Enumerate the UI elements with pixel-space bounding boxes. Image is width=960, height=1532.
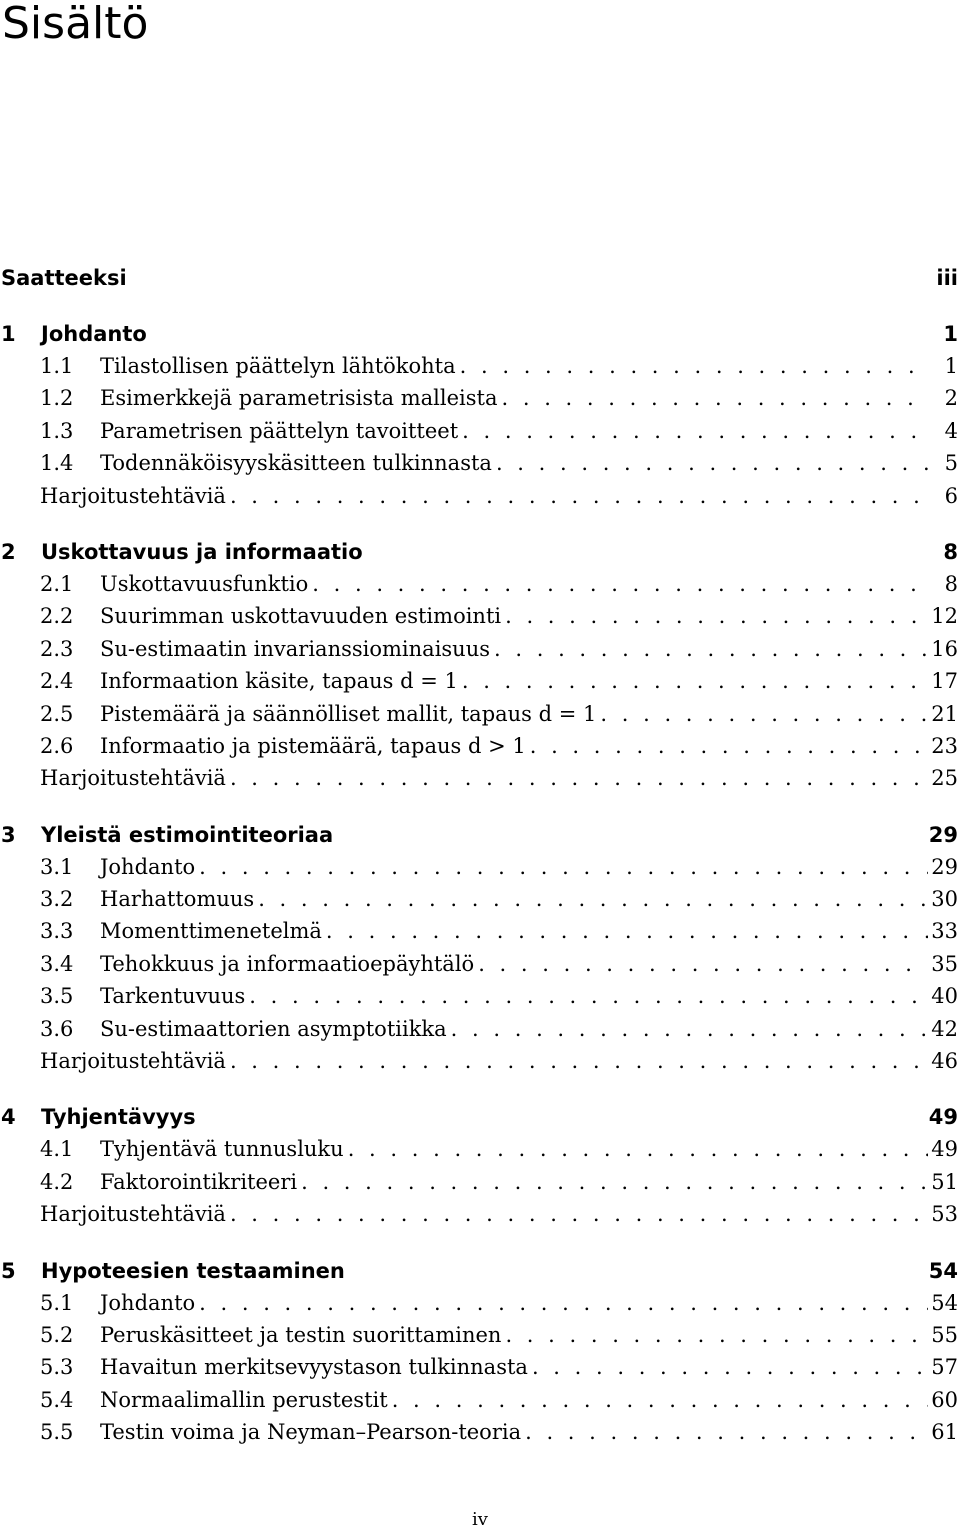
entry-page: 29 [931,854,958,879]
toc-entry[interactable] [0,633,960,665]
entry-number: 3.3 [40,919,74,944]
entry-title: Pistemäärä ja säännölliset mallit, tapaus d = 1 [100,701,597,726]
entry-page: 35 [931,951,958,976]
toc-entry[interactable] [0,1351,960,1383]
entry-page: 17 [931,669,958,694]
entry-number: 4.1 [40,1137,74,1162]
entry-title: Tarkentuvuus [100,984,246,1009]
toc-chapter-4 [0,1101,960,1230]
entry-number: 2.2 [40,604,74,629]
chapter-heading[interactable] [0,1255,960,1287]
entry-title: Harjoitustehtäviä [40,483,226,508]
entry-title: Testin voima ja Neyman–Pearson-teoria [100,1420,522,1445]
entry-number: 5.1 [40,1290,74,1315]
chapter-number: 1 [1,322,16,346]
dot-leader [226,1045,928,1077]
entry-page: 23 [931,733,958,758]
dot-leader [526,730,928,762]
entry-page: 57 [931,1355,958,1380]
entry-number: 1.1 [40,354,74,378]
toc-entry[interactable] [0,1384,960,1416]
chapter-title: Yleistä estimointiteoriaa [41,822,334,847]
toc-entry[interactable] [0,980,960,1012]
chapter-title: Tyhjentävyys [41,1105,196,1130]
toc-entry[interactable] [0,883,960,915]
entry-title: Johdanto [100,854,196,879]
chapter-page: 1 [943,322,958,346]
entry-title: Tehokkuus ja informaatioepäyhtälö [100,951,475,976]
toc-entry[interactable] [0,415,960,447]
chapter-title: Johdanto [41,322,147,346]
chapter-heading[interactable] [0,819,960,851]
toc-entry[interactable] [0,600,960,632]
dot-leader [308,568,928,600]
entry-number: 2.4 [40,669,74,694]
entry-page: 54 [931,1290,958,1315]
entry-title: Johdanto [100,1290,196,1315]
entry-number: 5.5 [40,1420,74,1445]
chapter-page: 8 [943,539,958,564]
toc-entry[interactable] [0,915,960,947]
toc-chapters [0,318,960,1449]
chapter-page: 49 [928,1105,958,1130]
toc-entry[interactable] [0,350,960,382]
entry-page: 61 [931,1420,958,1445]
entry-page: 16 [931,636,958,661]
chapter-heading[interactable] [0,318,960,350]
dot-leader [388,1384,928,1416]
dot-leader [195,851,928,883]
dot-leader [226,1198,928,1230]
chapter-page: 29 [928,822,958,847]
preface-title: Saatteeksi [1,266,127,290]
dot-leader [344,1133,928,1165]
toc-entry-exercises[interactable] [0,1198,960,1230]
chapter-number: 4 [1,1105,16,1130]
entry-number: 2.5 [40,701,74,726]
dot-leader [498,382,929,414]
entry-page: 12 [931,604,958,629]
entry-title: Tyhjentävä tunnusluku [100,1137,344,1162]
entry-title: Su-estimaattorien asymptotiikka [100,1016,447,1041]
dot-leader [456,350,928,382]
entry-title: Harhattomuus [100,887,255,912]
toc-entry[interactable] [0,948,960,980]
entry-number: 5.4 [40,1387,74,1412]
entry-title: Normaalimallin perustestit [100,1387,388,1412]
dot-leader [254,883,928,915]
toc-entry[interactable] [0,568,960,600]
toc-entry-exercises[interactable] [0,762,960,794]
preface-page: iii [936,266,958,290]
toc-entry[interactable] [0,1013,960,1045]
entry-title: Tilastollisen päättelyn lähtökohta [100,354,456,378]
toc-entry[interactable] [0,1416,960,1448]
chapter-page: 54 [928,1258,958,1283]
entry-title: Parametrisen päättelyn tavoitteet [100,418,459,443]
dot-leader [322,915,928,947]
page-title: Sisältö [2,0,149,49]
dot-leader [195,1287,928,1319]
toc-chapter-2 [0,536,960,795]
entry-page: 49 [931,1137,958,1162]
entry-title: Momenttimenetelmä [100,919,322,944]
toc-entry[interactable] [0,447,960,479]
dot-leader [297,1166,928,1198]
toc-entry[interactable] [0,1166,960,1198]
entry-number: 5.2 [40,1322,74,1347]
entry-title: Uskottavuusfunktio [100,571,309,596]
dot-leader [458,415,928,447]
dot-leader [501,600,928,632]
dot-leader [501,1319,928,1351]
toc-entry[interactable] [0,382,960,414]
entry-page: 1 [944,354,958,378]
chapter-heading[interactable] [0,1101,960,1133]
entry-page: 42 [931,1016,958,1041]
entry-number: 5.3 [40,1355,74,1380]
dot-leader [226,480,928,512]
dot-leader [521,1416,928,1448]
entry-page: 25 [931,766,958,791]
entry-number: 2.6 [40,733,74,758]
dot-leader [226,762,928,794]
entry-number: 2.1 [40,571,74,596]
entry-number: 4.2 [40,1169,74,1194]
entry-page: 60 [931,1387,958,1412]
entry-page: 40 [931,984,958,1009]
entry-title: Harjoitustehtäviä [40,1202,226,1227]
toc-chapter-1 [0,318,960,512]
chapter-title: Hypoteesien testaaminen [41,1258,345,1283]
entry-number: 2.3 [40,636,74,661]
entry-number: 3.2 [40,887,74,912]
toc-chapter-5 [0,1255,960,1449]
entry-number: 1.3 [40,418,74,443]
entry-page: 6 [944,483,958,508]
entry-number: 3.4 [40,951,74,976]
toc-entry[interactable] [0,698,960,730]
entry-page: 8 [944,571,958,596]
dot-leader [458,665,928,697]
dot-leader [490,633,928,665]
entry-page: 21 [931,701,958,726]
page-number: iv [472,1509,488,1530]
toc-entry[interactable] [0,730,960,762]
entry-number: 1.2 [40,386,74,411]
entry-title: Harjoitustehtäviä [40,766,226,791]
entry-title: Peruskäsitteet ja testin suorittaminen [100,1322,502,1347]
entry-page: 33 [931,919,958,944]
dot-leader [492,447,928,479]
entry-page: 55 [931,1322,958,1347]
chapter-heading[interactable] [0,536,960,568]
chapter-number: 2 [1,539,16,564]
toc-entry[interactable] [0,1287,960,1319]
dot-leader [596,698,928,730]
entry-page: 5 [944,451,958,476]
chapter-number: 5 [1,1258,16,1283]
entry-title: Informaatio ja pistemäärä, tapaus d > 1 [100,733,526,758]
dot-leader [474,948,928,980]
entry-title: Suurimman uskottavuuden estimointi [100,604,502,629]
dot-leader [528,1351,928,1383]
entry-page: 46 [931,1049,958,1074]
entry-number: 3.5 [40,984,74,1009]
entry-title: Todennäköisyyskäsitteen tulkinnasta [100,451,492,476]
toc-entry[interactable] [0,851,960,883]
dot-leader [447,1013,928,1045]
entry-page: 2 [944,386,958,411]
toc-chapter-3 [0,819,960,1078]
entry-number: 1.4 [40,451,74,476]
toc-entry-exercises[interactable] [0,1045,960,1077]
chapter-title: Uskottavuus ja informaatio [41,539,363,564]
entry-title: Esimerkkejä parametrisista malleista [100,386,498,411]
table-of-contents [0,262,960,1449]
entry-title: Faktorointikriteeri [100,1169,298,1194]
entry-page: 53 [931,1202,958,1227]
toc-entry[interactable] [0,1319,960,1351]
entry-title: Harjoitustehtäviä [40,1049,226,1074]
entry-page: 30 [931,887,958,912]
chapter-number: 3 [1,822,16,847]
entry-title: Havaitun merkitsevyystason tulkinnasta [100,1355,528,1380]
toc-entry[interactable] [0,1133,960,1165]
entry-title: Informaation käsite, tapaus d = 1 [100,669,458,694]
entry-page: 51 [931,1169,958,1194]
toc-entry-exercises[interactable] [0,480,960,512]
toc-preface[interactable] [0,262,960,294]
entry-page: 4 [944,418,958,443]
entry-number: 3.1 [40,854,74,879]
dot-leader [245,980,928,1012]
entry-title: Su-estimaatin invarianssiominaisuus [100,636,491,661]
entry-number: 3.6 [40,1016,74,1041]
toc-entry[interactable] [0,665,960,697]
